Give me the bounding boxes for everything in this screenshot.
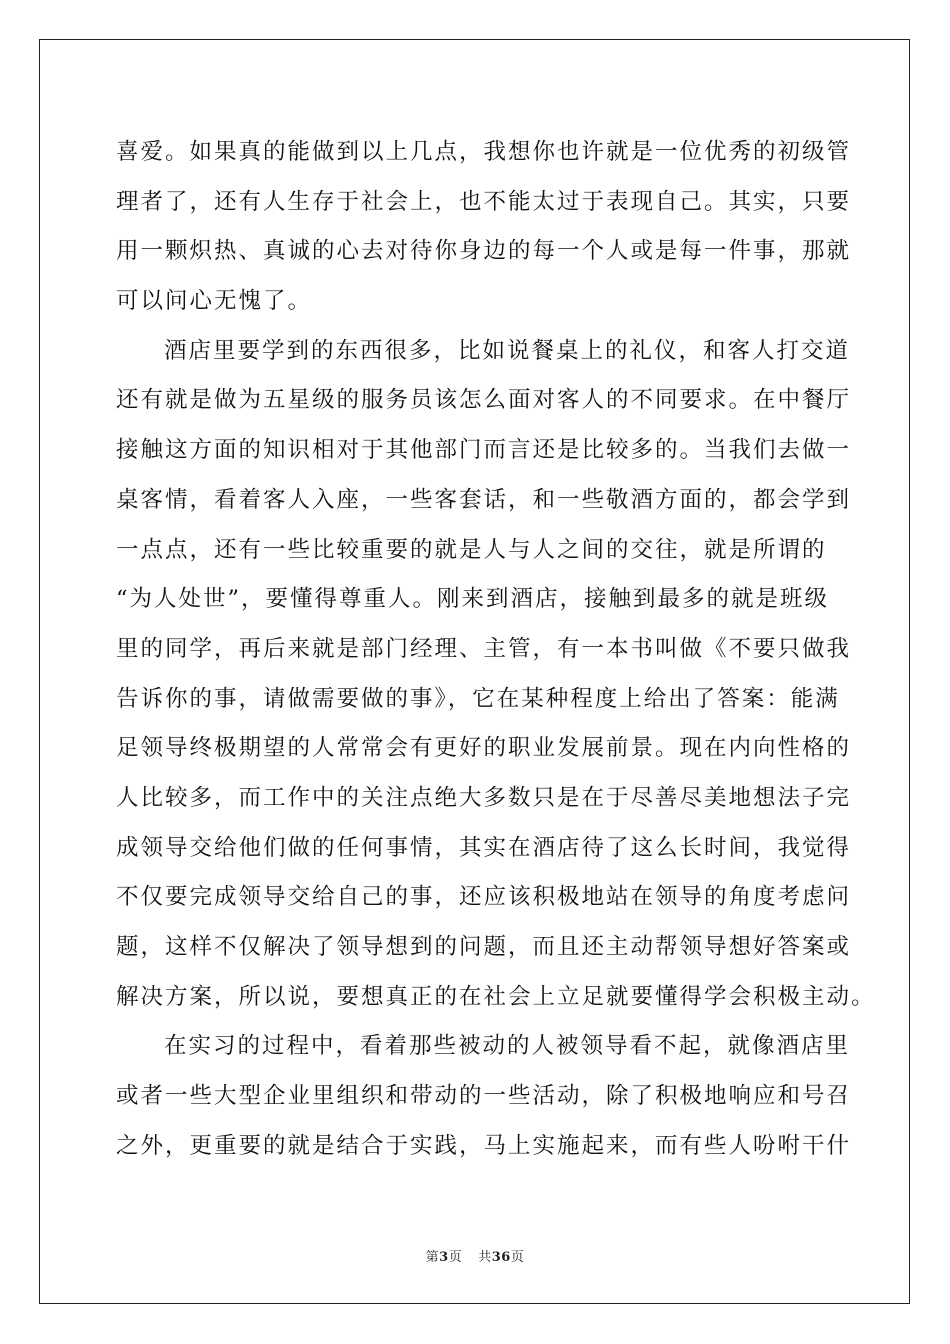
paragraph-first-line: 在实习的过程中，看着那些被动的人被领导看不起，就像酒店里 (164, 1033, 851, 1060)
text-line: 足领导终极期望的人常常会有更好的职业发展前景。现在内向性格的 (116, 735, 852, 762)
text-line: 桌客情，看着客人入座，一些客套话，和一些敬酒方面的，都会学到 (116, 486, 852, 513)
text-line: 一点点，还有一些比较重要的就是人与人之间的交往，就是所谓的 (116, 536, 827, 563)
page-number: 3 (439, 1250, 449, 1265)
text-line: 还有就是做为五星级的服务员该怎么面对客人的不同要求。在中餐厅 (116, 387, 852, 414)
text-line: 可以问心无愧了。 (116, 288, 313, 315)
text-line: 用一颗炽热、真诚的心去对待你身边的每一个人或是每一件事，那就 (116, 238, 852, 265)
text-line: 人比较多，而工作中的关注点绝大多数只是在于尽善尽美地想法子完 (116, 784, 852, 811)
text-line: 解决方案，所以说，要想真正的在社会上立足就要懂得学会积极主动。 (116, 983, 876, 1010)
text-line: “为人处世”，要懂得尊重人。刚来到酒店，接触到最多的就是班级 (116, 586, 830, 613)
total-label-prefix: 共 (478, 1250, 492, 1265)
paragraph-first-line: 酒店里要学到的东西很多，比如说餐桌上的礼仪，和客人打交道 (164, 337, 851, 364)
text-line: 不仅要完成领导交给自己的事，还应该积极地站在领导的角度考虑问 (116, 884, 852, 911)
text-line: 里的同学，再后来就是部门经理、主管，有一本书叫做《不要只做我 (116, 635, 852, 662)
page-label-prefix: 第 (425, 1250, 440, 1265)
total-pages: 36 (491, 1250, 511, 1265)
text-line: 喜爱。如果真的能做到以上几点，我想你也许就是一位优秀的初级管 (116, 139, 852, 165)
text-line: 或者一些大型企业里组织和带动的一些活动，除了积极地响应和号召 (116, 1083, 852, 1110)
page-footer (0, 1246, 950, 1265)
text-line: 告诉你的事，请做需要做的事》，它在某种程度上给出了答案：能满 (116, 685, 840, 712)
text-line: 理者了，还有人生存于社会上，也不能太过于表现自己。其实，只要 (116, 188, 852, 215)
page-label-suffix: 页 (448, 1250, 463, 1265)
total-label-suffix: 页 (510, 1250, 525, 1265)
text-line: 之外，更重要的就是结合于实践，马上实施起来，而有些人吩咐干什 (116, 1132, 852, 1159)
text-line: 接触这方面的知识相对于其他部门而言还是比较多的。当我们去做一 (116, 437, 852, 464)
document-body (116, 128, 876, 1171)
text-line: 题，这样不仅解决了领导想到的问题，而且还主动帮领导想好答案或 (116, 934, 852, 960)
text-line: 成领导交给他们做的任何事情，其实在酒店待了这么长时间，我觉得 (116, 834, 852, 861)
